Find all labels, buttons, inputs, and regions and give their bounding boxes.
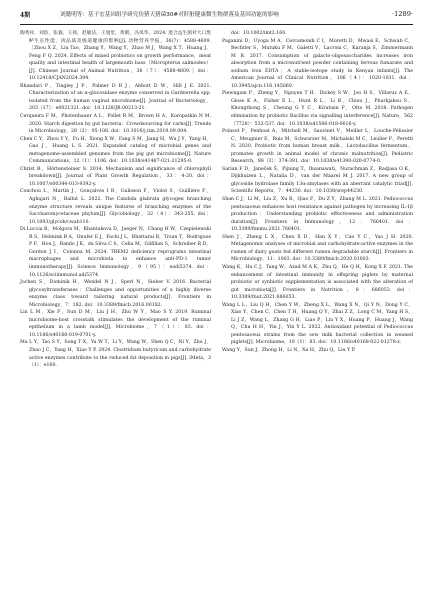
reference-entry: Paganini D，Uyoga M A，Cercamondi C I，Moretti D，Mwasi E，Schwab C，Bechtler S，Mutuku F M，Galetti V，Lacroix C，Karanja S，Zimmermann M B. 2017. Consumption of galacto-oligosaccharides increases iron absorption from a micronutrient powder containing ferrous fumarate and sodium iron EDTA：A stable-isotope study in Kenyan infants[J]. The American Journal of Clinical Nutrition，106（4）：1020-1031. doi：10.3945/ajcn.116.145060.: [222, 38, 413, 89]
reference-entry: Piewngam P，Zheng Y，Nguyen T H，Dickey S W，Joo H S，Villaruz A E，Glose K A，Fisher E L，Hunt R L，Li B，Chiou J，Pharkjaksu S，Khongthong S，Cheung G Y C，Kiratisin P，Otto M. 2018. Pathogen elimination by probiotic Bacillus via signalling interference[J]. Nature，562（7728）：532-537. doi：10.1038/s41586-018-0616-y.: [222, 91, 413, 127]
reference-entry: Di Luccia B，Molgora M，Khantakova D，Jaeger N，Chang H W，Czepielewski R S，Helmink B A，Onufer E J，Fachi J L，Bhattarai B，Trsan T，Rodrigues P F，Hou J，Bando J K，da Silva C S，Cella M，Gilfillan S，Schreiber R D，Gordon J I，Colonna M. 2024. TREM2 deficiency reprograms intestinal macrophages and microbiota to enhance anti-PD-1 tumor immunotherapy[J]. Science Immunology，9（95）：eadi5374. doi：10.1126/sciimmunol.adi5374.: [20, 227, 211, 278]
reference-entry: Shan C J，Li M，Liu Z，Xu R，Qiao F，Du Z Y，Zhang M L. 2021. Pediococcus pentosaceus enhances host resistance against pathogen by increasing IL-1β production：Understanding probiotic effectiveness and administration duration[J]. Frontiers in Immunology，12：766401. doi：10.3389/fimmu.2021.766401.: [222, 197, 413, 233]
reference-entry: Bhandari P，Tingley J P，Palmer D R J，Abbott D W，Hill J E. 2021. Characterization of an α-glucosidase enzyme conserved in Gardnerella spp. isolated from the human vaginal microbiome[J]. Journal of Bacteriology，203（17）：e0021321. doi：10.1128/JB.00213-21.: [20, 83, 211, 112]
reference-continuation: doi：10.1002/imt2.160.: [231, 31, 287, 36]
reference-entry: Poinsot P，Penhoat A，Mitchell M，Sauvinet V，Meiller L，Louche-Pélissier C，Meugnier E，Ruiz M，Schwarzer M，Michalski M C，Leulier F，Peretti N. 2020. Probiotic from human breast milk，Lactobacillus fermentum，promotes growth in animal model of chronic malnutrition[J]. Pediatric Research，88（3）：374-381. doi：10.1038/s41390-020-0774-0.: [222, 129, 413, 165]
reference-entry: Conchou L，Martin J，Gonçalves I R，Galisson F，Violot S，Guillière F，Aghajari N，Ballut L. 2022. The Candida glabrata glycogen branching enzyme structure reveals unique features of branching enzymes of the Saccharomycetaceae phylum[J]. Glycobiology，32（4）：343-355. doi：10.1093/glycob/cwab110.: [20, 189, 211, 225]
reference-entry: Sarian F D，Janeček Š，Pijning T，Ihsanawati，Nurachman Z，Radjasa O K，Dijkhuizen L，Natalia D，van der Maarel M J. 2017. A new group of glycoside hydrolase family 13α-amylases with an aberrant catalytic triad[J]. Scientific Reports，7：44230. doi：10.1038/srep44230.: [222, 166, 413, 195]
reference-entry: Jochen S，Dominik H，Wendel N J，Sperl N，Sieber V. 2016. Bacterial glycosyltransferases：Challenges and opportunities of a highly diverse enzyme class toward tailoring natural products[J]. Frontiers in Microbiology，7：182. doi：10.3389/fmicb.2016.00182.: [20, 280, 211, 308]
reference-entry: Wang K，Hu C J，Tang W，Azad M A K，Zhu Q，He Q H，Kong X F. 2021. The enhancement of intestinal immunity in offspring piglets by maternal probiotic or synbiotic supplementation is associated with the alteration of gut microbiota[J]. Frontiers in Nutrition，8：686053. doi：10.3389/fnut.2021.686053.: [222, 264, 413, 301]
reference-entry: Wang L L，Liu Q H，Chen Y W，Zheng X L，Wang X N，Qi Y N，Dong Y C，Xiao Y，Chen C，Chen T H，Huang Q Y，Zhai Z Z，Long C M，Yang H S，Li J Z，Wang L，Zhang G H，Liao P，Liu Y X，Huang P，Huang J，Wang Q，Chu H H，Yin J，Yin Y L. 2022. Antioxidant potential of Pediococcus pentosaceus strains from the sow milk bacterial collection in weaned piglets[J]. Microbiome，10（1）：83. doi：10.1186/s40168-022-01278-z.: [222, 302, 413, 346]
right-reference-column: [222, 30, 413, 355]
reference-entry: Christ B，Hörtensteiner S. 2014. Mechanism and significance of chlorophyll breakdown[J]. Journal of Plant Growth Regulation，33：4-20. doi：10.1007/s00344-013-9392-y.: [20, 166, 211, 187]
reference-entry: Shen J，Zheng L X，Chen X D，Han X Y，Cao Y C，Yao J H. 2020. Metagenomic analyses of microbial and carbohydrate-active enzymes in the rumen of dairy goats fed different rumen degradable starch[J]. Frontiers in Microbiology，11：1003. doi：10.3389/fmicb.2020.01003.: [222, 234, 413, 263]
reference-entry: Chen C Y，Zhou Y Y，Fu H，Xiong X W，Fang S M，Jiang H，Wu J Y，Yang H，Gao J，Huang L S. 2021. Expanded catalog of microbial genes and metagenome-assembled genomes from the pig gut microbiome[J]. Nature Communications，12（1）：1106. doi：10.1038/s41467-021-21295-0.: [20, 136, 211, 165]
reference-entry: Ma L Y，Tao S Y，Song T X，Yu W T，Li Y，Wang W，Shen Q C，Ni Y，Zhu J，Zhao J C，Yang H，Xiao Y P. 2024. Clostridium butyricum and carbohydrate active enzymes contribute to the reduced fat deposition in pigs[J]. iMeta，3（1）：e160.: [20, 340, 211, 369]
issue-number: 4期: [20, 12, 31, 19]
running-header: [20, 10, 413, 25]
reference-entry: Lin L M，Xie F，Sun D M，Liu J H，Zhu W Y，Mao S Y. 2019. Ruminal microbiome-host crosstalk stimulates the development of the ruminal epithelium in a lamb model[J]. Microbiome，7（1）：83. doi：10.1186/s40168-019-0701-y.: [20, 310, 211, 338]
left-reference-column: [20, 30, 211, 370]
reference-entry: 陶秀祥，刘浩，张毅，王扬，赵敏洁，王旭堂，黄鹤，冯凤华，2024. 混合益生菌对大口黑鲈生长性能、肉品质及肠道健康的影响[J]. 动物营养学报，36(7)：4588-4609.［Zhou X Z，Liu Tao，Zhang Y，Wang Y，Zhao M J，Wang X T，Huang J，Feng F Q. 2024. Effects of mixed probiotics on growth performance，meat quality and intestinal health of largemouth bass（Micropterus salmoides）[J]. Chinese Journal of Animal Nutrition，36（7）：4588-4609.］doi：10.12418/CJAN2024.394.: [20, 31, 211, 82]
reference-entry: Cerqueira F M，Photenhauer A L，Pollet R M，Brown H A，Koropatkin N M. 2020. Starch digestion by gut bacteria：Crowdsourcing for carbs[J]. Trends in Microbiology，28（2）：95-108. doi：10.1016/j.tim.2019.09.004.: [20, 114, 211, 135]
running-title: 刘懿明等：基于宏基因组学研究仿猪天猪菌30#对肝脏健康微生物群落及基因功能的影响: [60, 12, 279, 18]
reference-entry: Wang Y，Sun J，Zhong H，Li N，Xu H，Zhu Q，Liu Y P.: [222, 347, 356, 353]
page-number: ·1289·: [392, 10, 413, 18]
